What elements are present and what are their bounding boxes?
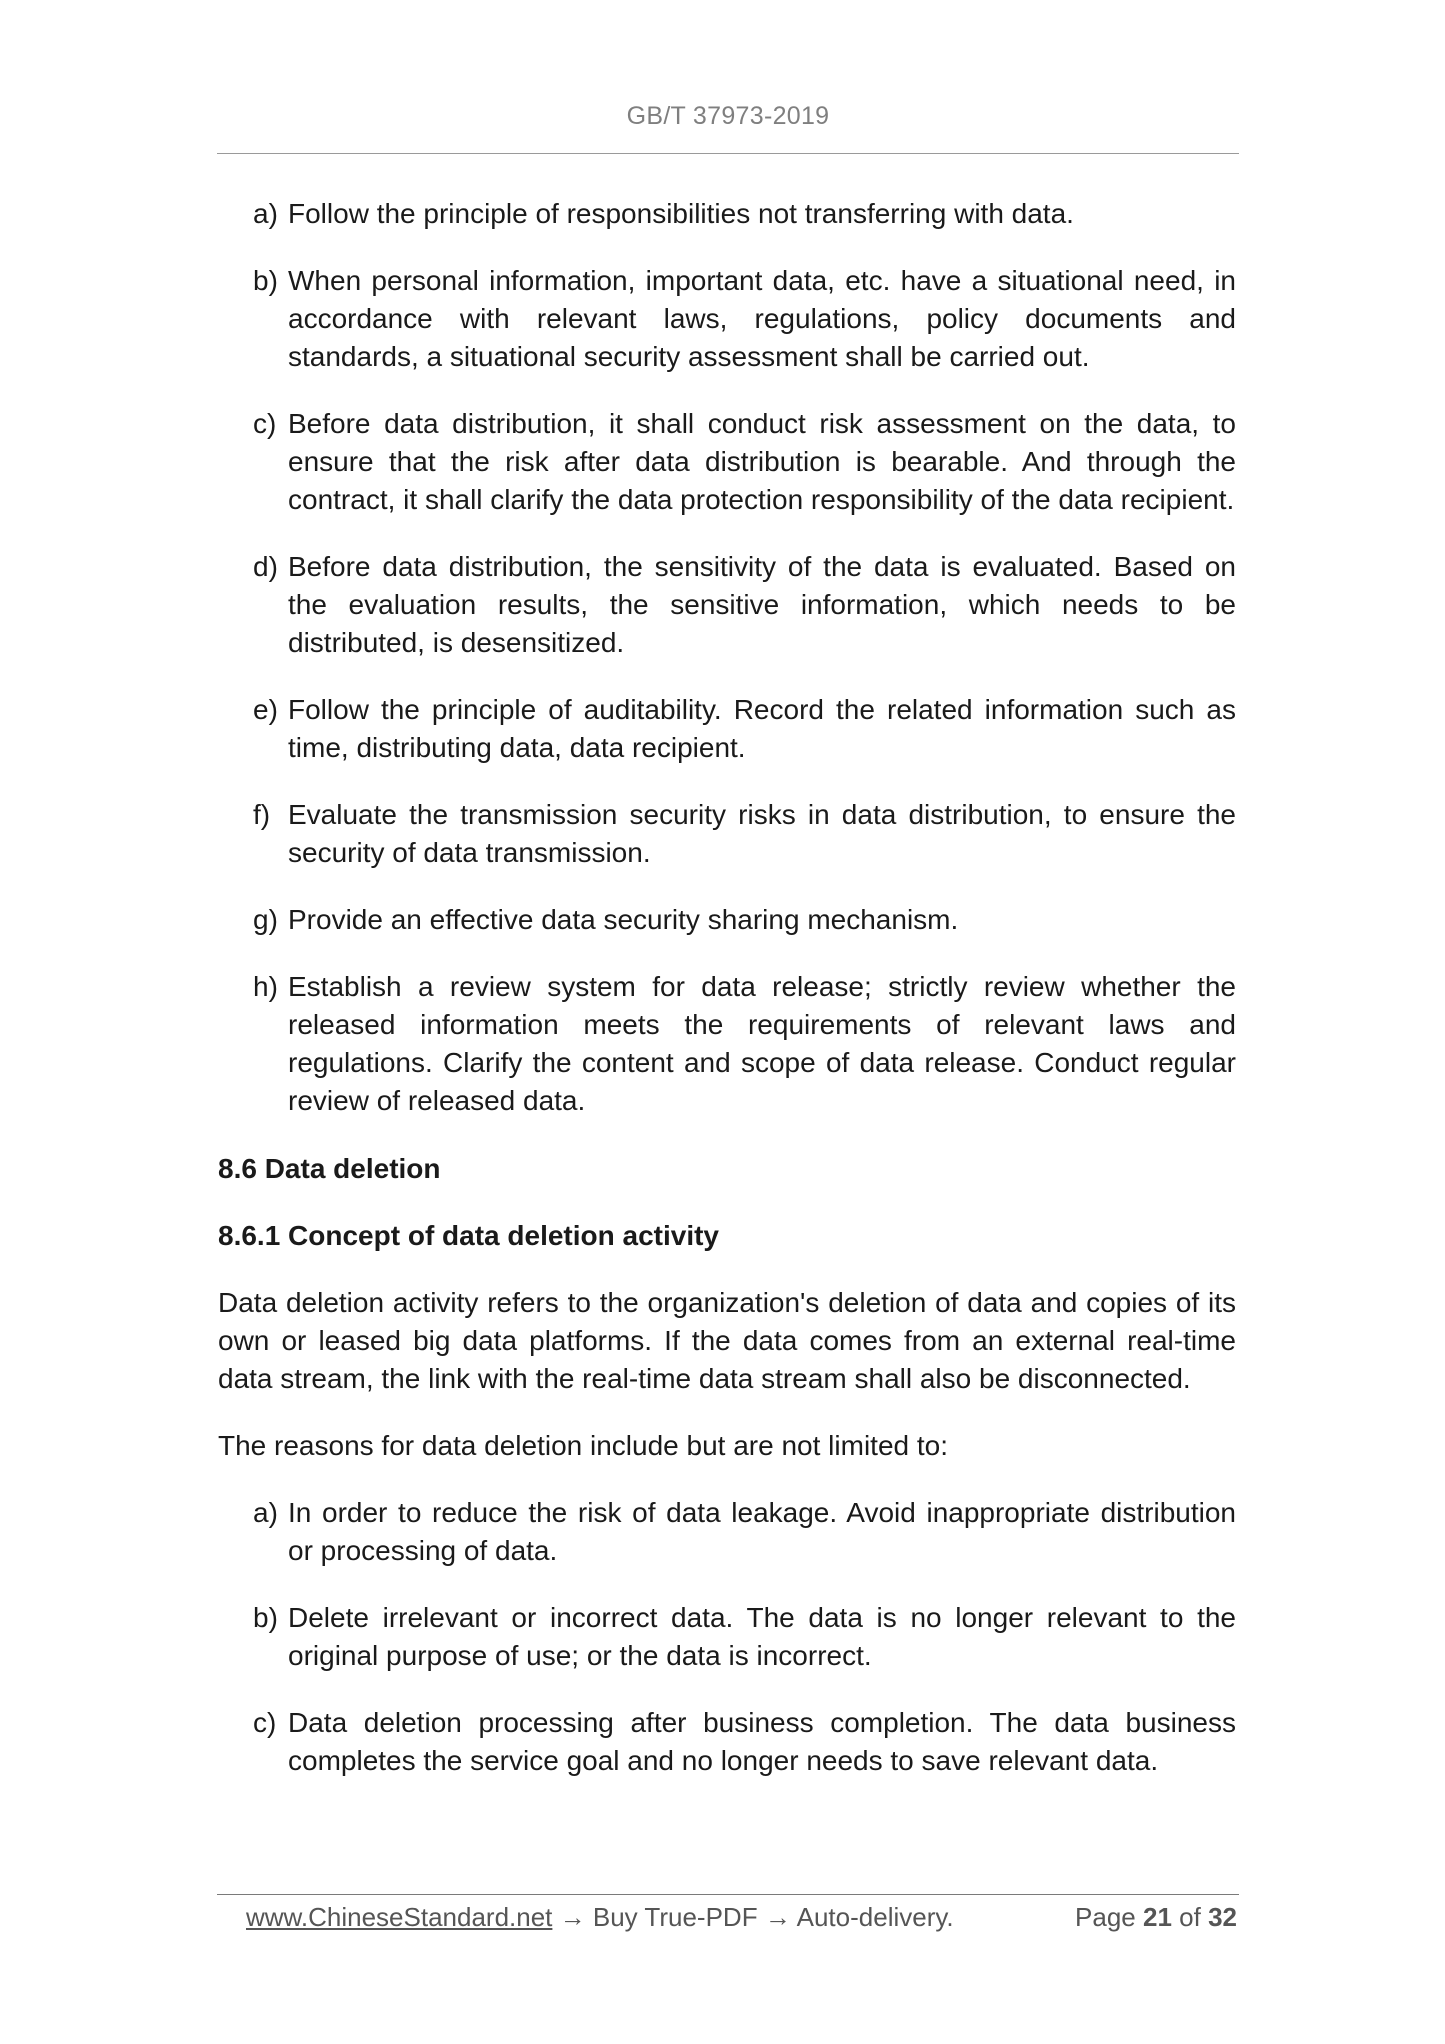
list-item: c) Before data distribution, it shall conduct risk assessment on the data, to ensure that the risk after data distribution is bearable. And through the contract, it shall clarify the data protection responsibility of the data recipient.	[253, 408, 1236, 515]
list-item: d) Before data distribution, the sensitivity of the data is evaluated. Based on the evaluation results, the sensitive information, which needs to be distributed, is desensitized.	[253, 551, 1236, 658]
list-item: g) Provide an effective data security sharing mechanism.	[253, 904, 959, 935]
header-divider	[217, 153, 1239, 154]
list-item: b) Delete irrelevant or incorrect data. The data is no longer relevant to the original purpose of use; or the data is incorrect.	[253, 1602, 1236, 1671]
section-heading: 8.6 Data deletion	[218, 1153, 441, 1184]
page-total: 32	[1208, 1902, 1237, 1932]
document-body	[218, 195, 1236, 1809]
list-item: e) Follow the principle of auditability. Record the related information such as time, distributing data, data recipient.	[253, 694, 1236, 763]
footer-divider	[217, 1894, 1239, 1895]
paragraph: Data deletion activity refers to the organization's deletion of data and copies of its own or leased big data platforms. If the data comes from an external real-time data stream, the link with the real-time data stream shall also be disconnected.	[218, 1287, 1236, 1394]
list-item: h) Establish a review system for data release; strictly review whether the released information meets the requirements of relevant laws and regulations. Clarify the content and scope of data release. Conduct regular review of released data.	[253, 971, 1236, 1116]
page-indicator: Page 21 of 32	[1075, 1902, 1237, 1932]
arrow-right-icon: →	[764, 1902, 791, 1932]
buy-pdf-text: Buy True-PDF	[592, 1902, 758, 1932]
distribution-requirements-list	[218, 195, 1236, 1120]
list-item: c) Data deletion processing after business completion. The data business completes the service goal and no longer needs to save relevant data.	[253, 1707, 1236, 1776]
list-item: a) Follow the principle of responsibilities not transferring with data.	[253, 198, 1074, 229]
site-link[interactable]: www.ChineseStandard.net	[246, 1902, 553, 1932]
list-item: f) Evaluate the transmission security risks in data distribution, to ensure the security of data transmission.	[253, 799, 1236, 868]
list-item: a) In order to reduce the risk of data leakage. Avoid inappropriate distribution or processing of data.	[253, 1497, 1236, 1566]
list-item: b) When personal information, important data, etc. have a situational need, in accordance with relevant laws, regulations, policy documents and standards, a situational security assessment shall be carried out.	[253, 265, 1236, 372]
subsection-heading: 8.6.1 Concept of data deletion activity	[218, 1220, 720, 1251]
auto-delivery-text: Auto-delivery.	[796, 1902, 954, 1932]
document-header: GB/T 37973-2019	[626, 102, 830, 130]
page-number: 21	[1143, 1902, 1172, 1932]
paragraph: The reasons for data deletion include but are not limited to:	[218, 1430, 948, 1461]
document-footer	[246, 1902, 1237, 1933]
arrow-right-icon: →	[559, 1902, 586, 1932]
deletion-reasons-list	[218, 1494, 1236, 1780]
